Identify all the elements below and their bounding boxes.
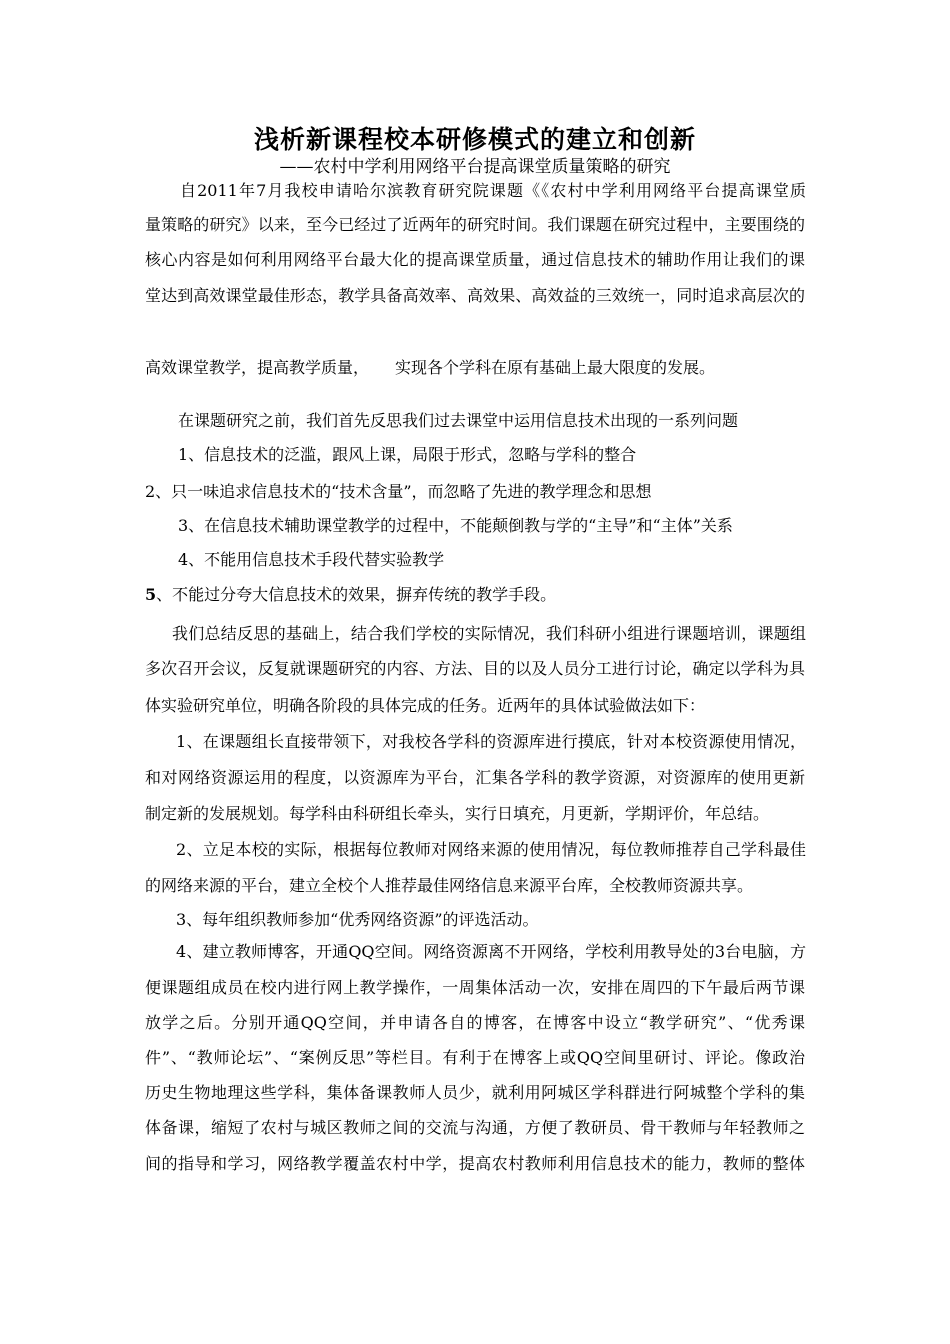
paragraph-line: 多次召开会议，反复就课题研究的内容、方法、目的以及人员分工进行讨论，确定以学科为具 [145, 659, 805, 678]
paragraph-line: 我们总结反思的基础上，结合我们学校的实际情况，我们科研小组进行课题培训，课题组 [172, 624, 806, 643]
paragraph-line: 放学之后。分别开通QQ空间，并申请各自的博客，在博客中设立“教学研究”、“优秀课 [145, 1013, 805, 1032]
document-subtitle: ——农村中学利用网络平台提高课堂质量策略的研究 [279, 157, 671, 177]
paragraph-line: 制定新的发展规划。每学科由科研组长牵头，实行日填充，月更新，学期评价，年总结。 [145, 804, 770, 823]
paragraph-line: 1、在课题组长直接带领下，对我校各学科的资源库进行摸底，针对本校资源使用情况， [176, 732, 806, 751]
paragraph-line: 自2011年7月我校申请哈尔滨教育研究院课题《《农村中学利用网络平台提高课堂质 [180, 181, 806, 200]
list-item: 2、只一味追求信息技术的“技术含量”，而忽略了先进的教学理念和思想 [145, 482, 652, 501]
paragraph-line: 量策略的研究》以来，至今已经过了近两年的研究时间。我们课题在研究过程中，主要围绕的 [145, 215, 805, 234]
paragraph-line: 体实验研究单位，明确各阶段的具体完成的任务。近两年的具体试验做法如下： [145, 696, 706, 715]
paragraph-line: 在课题研究之前，我们首先反思我们过去课堂中运用信息技术出现的一系列问题 [178, 411, 739, 430]
list-text: 、不能过分夸大信息技术的效果，摒弃传统的教学手段。 [156, 585, 557, 604]
paragraph-line: 3、每年组织教师参加“优秀网络资源”的评选活动。 [176, 910, 539, 929]
paragraph-line: 的网络来源的平台，建立全校个人推荐最佳网络信息来源平台库，全校教师资源共享。 [145, 876, 754, 895]
paragraph-line: 4、建立教师博客，开通QQ空间。网络资源离不开网络，学校利用教导处的3台电脑，方 [176, 942, 806, 961]
paragraph-line: 堂达到高效课堂最佳形态，教学具备高效率、高效果、高效益的三效统一，同时追求高层次的 [145, 286, 805, 305]
paragraph-line: 间的指导和学习，网络教学覆盖农村中学，提高农村教师利用信息技术的能力，教师的整体 [145, 1154, 805, 1173]
paragraph-text: 实现各个学科在原有基础上最大限度的发展。 [395, 358, 716, 377]
document-title: 浅析新课程校本研修模式的建立和创新 [253, 125, 696, 154]
paragraph-line: 体备课，缩短了农村与城区教师之间的交流与沟通，方便了教研员、骨干教师与年轻教师之 [145, 1118, 805, 1137]
paragraph-text: 高效课堂教学，提高教学质量， [145, 358, 370, 377]
paragraph-line: 便课题组成员在校内进行网上教学操作，一周集体活动一次，安排在周四的下午最后两节课 [145, 978, 805, 997]
paragraph-line: 2、立足本校的实际，根据每位教师对网络来源的使用情况，每位教师推荐自己学科最佳 [176, 840, 806, 859]
paragraph-line [145, 358, 715, 378]
paragraph-line: 历史生物地理这些学科，集体备课教师人员少，就利用阿城区学科群进行阿城整个学科的集 [145, 1083, 805, 1102]
paragraph-line: 和对网络资源运用的程度，以资源库为平台，汇集各学科的教学资源，对资源库的使用更新 [145, 768, 805, 787]
list-item: 4、不能用信息技术手段代替实验教学 [178, 550, 445, 569]
list-item: 3、在信息技术辅助课堂教学的过程中，不能颠倒教与学的“主导”和“主体”关系 [178, 516, 733, 535]
list-number: 5 [145, 585, 157, 604]
list-item: 1、信息技术的泛滥，跟风上课，局限于形式，忽略与学科的整合 [178, 445, 637, 464]
paragraph-line: 件”、“教师论坛”、“案例反思”等栏目。有利于在博客上或QQ空间里研讨、评论。像政治 [145, 1048, 805, 1067]
paragraph-line: 核心内容是如何利用网络平台最大化的提高课堂质量，通过信息技术的辅助作用让我们的课 [145, 250, 805, 269]
list-item [145, 585, 556, 605]
